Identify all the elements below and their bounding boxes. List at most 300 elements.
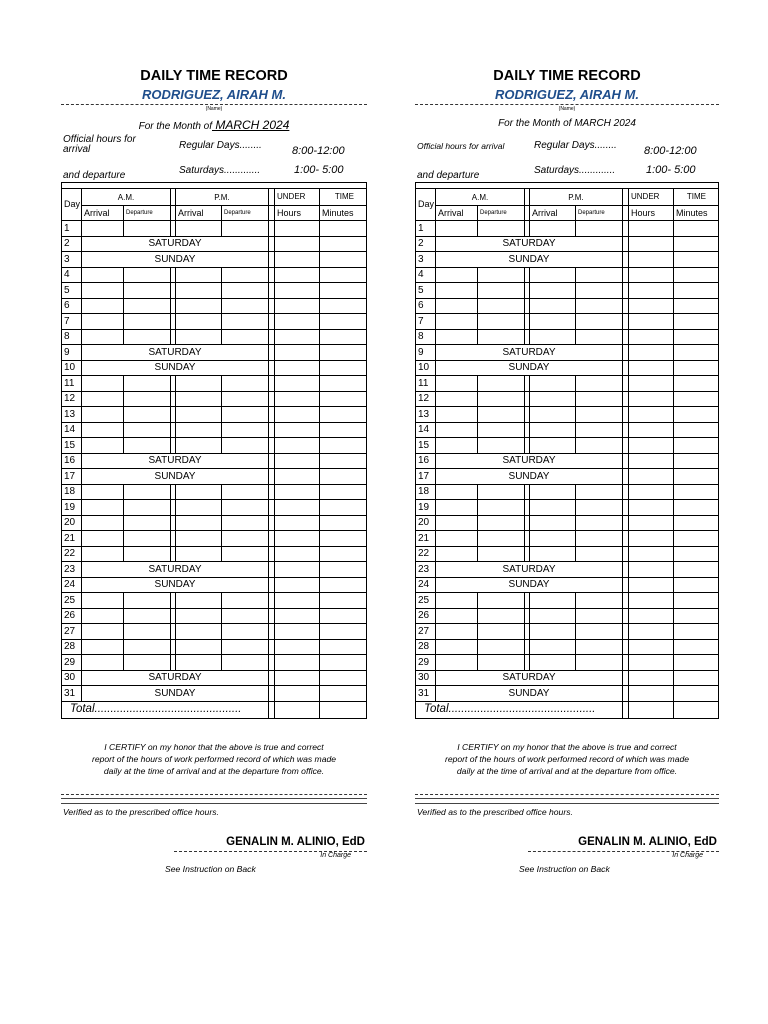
day-label: SUNDAY xyxy=(436,252,623,268)
minutes-cell xyxy=(320,500,367,516)
minutes-cell xyxy=(674,453,719,469)
day-row xyxy=(62,329,367,345)
pm-arrival-cell xyxy=(530,624,576,640)
minutes-cell xyxy=(320,670,367,686)
hours-cell xyxy=(629,500,674,516)
minutes-cell xyxy=(320,639,367,655)
pm-arrival-cell xyxy=(530,500,576,516)
pm-departure-cell xyxy=(222,515,269,531)
pm-departure-cell xyxy=(222,531,269,547)
hours-cell xyxy=(629,267,674,283)
minutes-cell xyxy=(320,577,367,593)
day-number: 8 xyxy=(62,329,82,345)
am-departure-cell xyxy=(124,298,171,314)
pm-departure-cell xyxy=(222,283,269,299)
hours-cell xyxy=(629,298,674,314)
day-label: SATURDAY xyxy=(436,345,623,361)
am-departure-header: Departure xyxy=(478,206,525,221)
hours-cell xyxy=(629,670,674,686)
day-number: 7 xyxy=(62,314,82,330)
hours-cell xyxy=(275,298,320,314)
saturdays-value: 1:00- 5:00 xyxy=(294,164,344,176)
pm-departure-cell xyxy=(222,422,269,438)
day-number: 30 xyxy=(62,670,82,686)
officer-name: GENALIN M. ALINIO, EdD xyxy=(226,836,365,848)
am-arrival-cell xyxy=(82,515,124,531)
hours-cell xyxy=(275,546,320,562)
am-departure-cell xyxy=(124,500,171,516)
minutes-cell xyxy=(320,391,367,407)
regular-days-label: Regular Days........ xyxy=(179,140,262,151)
hours-cell xyxy=(629,562,674,578)
hours-cell xyxy=(275,283,320,299)
pm-departure-cell xyxy=(576,407,623,423)
hours-cell xyxy=(629,453,674,469)
pm-departure-cell xyxy=(576,329,623,345)
total-hours-cell xyxy=(275,701,320,718)
day-number: 8 xyxy=(416,329,436,345)
day-number: 2 xyxy=(416,236,436,252)
minutes-cell xyxy=(674,283,719,299)
pm-arrival-cell xyxy=(176,221,222,237)
undertime-header-under: UNDER xyxy=(275,189,320,206)
hours-cell xyxy=(275,484,320,500)
hours-cell xyxy=(629,515,674,531)
minutes-cell xyxy=(320,267,367,283)
total-hours-cell xyxy=(629,701,674,718)
pm-arrival-cell xyxy=(530,484,576,500)
pm-departure-cell xyxy=(222,484,269,500)
undertime-header-time: TIME xyxy=(674,189,719,206)
am-arrival-cell xyxy=(82,314,124,330)
am-departure-cell xyxy=(478,639,525,655)
hours-cell xyxy=(629,376,674,392)
day-row xyxy=(62,453,367,469)
hours-cell xyxy=(275,391,320,407)
day-row xyxy=(416,283,719,299)
hours-cell xyxy=(275,438,320,454)
hours-cell xyxy=(629,345,674,361)
day-number: 27 xyxy=(62,624,82,640)
day-number: 4 xyxy=(62,267,82,283)
am-arrival-cell xyxy=(436,376,478,392)
minutes-cell xyxy=(674,236,719,252)
am-arrival-cell xyxy=(436,221,478,237)
am-departure-cell xyxy=(124,422,171,438)
day-number: 19 xyxy=(416,500,436,516)
signature-double-line xyxy=(415,798,719,804)
hours-cell xyxy=(275,453,320,469)
day-number: 16 xyxy=(62,453,82,469)
am-departure-cell xyxy=(124,655,171,671)
pm-departure-cell xyxy=(222,376,269,392)
hours-header: Hours xyxy=(275,206,320,221)
minutes-cell xyxy=(674,670,719,686)
day-row xyxy=(62,546,367,562)
hours-cell xyxy=(629,438,674,454)
am-arrival-cell xyxy=(82,329,124,345)
minutes-cell xyxy=(320,515,367,531)
pm-departure-cell xyxy=(576,639,623,655)
pm-arrival-cell xyxy=(530,515,576,531)
day-row xyxy=(62,407,367,423)
dtr-title: DAILY TIME RECORD xyxy=(493,68,641,84)
hours-cell xyxy=(275,469,320,485)
am-departure-cell xyxy=(124,283,171,299)
pm-arrival-cell xyxy=(176,283,222,299)
verified-text: Verified as to the prescribed office hours. xyxy=(417,807,573,817)
saturdays-value: 1:00- 5:00 xyxy=(646,164,696,176)
am-arrival-cell xyxy=(82,283,124,299)
day-label: SATURDAY xyxy=(436,562,623,578)
pm-arrival-header: Arrival xyxy=(176,206,222,221)
minutes-cell xyxy=(320,345,367,361)
day-row xyxy=(416,221,719,237)
minutes-cell xyxy=(674,314,719,330)
month-line xyxy=(415,118,719,129)
hours-cell xyxy=(275,329,320,345)
certify-line: daily at the time of arrival and at the departure from office. xyxy=(103,766,325,776)
pm-departure-cell xyxy=(222,298,269,314)
day-row xyxy=(62,221,367,237)
pm-departure-cell xyxy=(222,639,269,655)
pm-arrival-cell xyxy=(530,407,576,423)
day-row xyxy=(416,453,719,469)
total-minutes-cell xyxy=(320,701,367,718)
am-arrival-cell xyxy=(436,283,478,299)
am-departure-cell xyxy=(478,407,525,423)
day-row xyxy=(62,469,367,485)
hours-cell xyxy=(275,531,320,547)
am-departure-cell xyxy=(124,391,171,407)
hours-cell xyxy=(629,283,674,299)
hours-cell xyxy=(629,407,674,423)
minutes-cell xyxy=(674,608,719,624)
regular-days-value: 8:00-12:00 xyxy=(644,145,697,157)
day-number: 6 xyxy=(416,298,436,314)
day-label: SATURDAY xyxy=(82,670,269,686)
minutes-cell xyxy=(320,329,367,345)
day-row xyxy=(416,360,719,376)
undertime-header-under: UNDER xyxy=(629,189,674,206)
pm-arrival-cell xyxy=(530,267,576,283)
minutes-cell xyxy=(320,686,367,702)
am-departure-cell xyxy=(124,484,171,500)
pm-departure-cell xyxy=(576,314,623,330)
hours-cell xyxy=(275,267,320,283)
minutes-cell xyxy=(674,422,719,438)
hours-cell xyxy=(275,252,320,268)
pm-departure-cell xyxy=(222,438,269,454)
day-row xyxy=(416,438,719,454)
minutes-cell xyxy=(320,655,367,671)
pm-departure-cell xyxy=(222,221,269,237)
hours-cell xyxy=(629,546,674,562)
pm-arrival-cell xyxy=(530,593,576,609)
dtr-card-right xyxy=(415,0,719,1024)
day-header: Day xyxy=(416,189,436,221)
day-row xyxy=(416,608,719,624)
day-number: 20 xyxy=(416,515,436,531)
total-label: Total.............................................. xyxy=(62,701,269,718)
am-arrival-cell xyxy=(82,624,124,640)
day-row xyxy=(416,484,719,500)
am-departure-cell xyxy=(478,422,525,438)
am-header: A.M. xyxy=(436,189,525,206)
hours-cell xyxy=(275,236,320,252)
day-row xyxy=(416,345,719,361)
pm-departure-cell xyxy=(576,515,623,531)
month-value: MARCH 2024 xyxy=(571,118,636,129)
am-departure-cell xyxy=(124,531,171,547)
pm-arrival-header: Arrival xyxy=(530,206,576,221)
minutes-cell xyxy=(674,515,719,531)
day-number: 28 xyxy=(416,639,436,655)
am-arrival-cell xyxy=(82,484,124,500)
minutes-cell xyxy=(320,469,367,485)
pm-arrival-cell xyxy=(530,422,576,438)
am-departure-cell xyxy=(124,546,171,562)
pm-departure-cell xyxy=(222,608,269,624)
hours-cell xyxy=(275,670,320,686)
day-number: 1 xyxy=(416,221,436,237)
day-row xyxy=(62,376,367,392)
day-row xyxy=(62,639,367,655)
am-arrival-cell xyxy=(436,438,478,454)
am-arrival-cell xyxy=(436,391,478,407)
am-departure-cell xyxy=(478,283,525,299)
am-departure-cell xyxy=(478,624,525,640)
official-hours-departure: and departure xyxy=(63,170,126,181)
hours-cell xyxy=(275,577,320,593)
dtr-title: DAILY TIME RECORD xyxy=(140,68,288,84)
minutes-cell xyxy=(674,639,719,655)
pm-arrival-cell xyxy=(530,546,576,562)
day-number: 27 xyxy=(416,624,436,640)
day-number: 31 xyxy=(416,686,436,702)
hours-cell xyxy=(275,360,320,376)
day-number: 2 xyxy=(62,236,82,252)
pm-arrival-cell xyxy=(530,376,576,392)
am-arrival-cell xyxy=(436,484,478,500)
am-departure-cell xyxy=(124,593,171,609)
minutes-cell xyxy=(320,546,367,562)
hours-cell xyxy=(629,686,674,702)
hours-cell xyxy=(629,639,674,655)
am-departure-cell xyxy=(478,438,525,454)
am-arrival-cell xyxy=(436,500,478,516)
pm-arrival-cell xyxy=(530,608,576,624)
pm-arrival-cell xyxy=(176,407,222,423)
day-number: 21 xyxy=(416,531,436,547)
am-departure-cell xyxy=(478,376,525,392)
see-instruction: See Instruction on Back xyxy=(165,864,256,874)
day-row xyxy=(62,298,367,314)
day-label: SUNDAY xyxy=(82,469,269,485)
day-number: 12 xyxy=(62,391,82,407)
am-arrival-cell xyxy=(82,531,124,547)
employee-name: RODRIGUEZ, AIRAH M. xyxy=(142,87,286,102)
am-arrival-cell xyxy=(436,639,478,655)
am-departure-cell xyxy=(478,546,525,562)
day-number: 11 xyxy=(416,376,436,392)
day-header: Day xyxy=(62,189,82,221)
day-row xyxy=(62,252,367,268)
am-arrival-cell xyxy=(82,639,124,655)
pm-arrival-cell xyxy=(176,593,222,609)
day-number: 7 xyxy=(416,314,436,330)
am-departure-cell xyxy=(478,391,525,407)
certify-line: report of the hours of work performed record of which was made xyxy=(444,754,690,764)
day-number: 22 xyxy=(62,546,82,562)
am-arrival-cell xyxy=(436,515,478,531)
day-row xyxy=(62,608,367,624)
certify-line: daily at the time of arrival and at the departure from office. xyxy=(456,766,678,776)
day-label: SUNDAY xyxy=(82,360,269,376)
minutes-cell xyxy=(320,283,367,299)
am-arrival-cell xyxy=(436,267,478,283)
certify-statement xyxy=(61,741,367,777)
day-row xyxy=(62,593,367,609)
day-row xyxy=(416,267,719,283)
am-departure-cell xyxy=(124,608,171,624)
minutes-cell xyxy=(674,562,719,578)
pm-departure-cell xyxy=(222,546,269,562)
hours-cell xyxy=(629,221,674,237)
am-departure-cell xyxy=(124,515,171,531)
day-number: 14 xyxy=(416,422,436,438)
minutes-cell xyxy=(674,546,719,562)
am-arrival-cell xyxy=(436,593,478,609)
pm-departure-cell xyxy=(576,593,623,609)
name-caption: (Name) xyxy=(205,106,223,112)
day-number: 5 xyxy=(416,283,436,299)
day-row xyxy=(416,469,719,485)
minutes-cell xyxy=(674,577,719,593)
am-arrival-cell xyxy=(82,500,124,516)
day-row xyxy=(416,577,719,593)
day-number: 13 xyxy=(62,407,82,423)
minutes-cell xyxy=(320,236,367,252)
pm-arrival-cell xyxy=(176,391,222,407)
minutes-header: Minutes xyxy=(674,206,719,221)
minutes-cell xyxy=(674,252,719,268)
total-row xyxy=(416,701,719,718)
pm-departure-cell xyxy=(222,593,269,609)
day-row xyxy=(62,438,367,454)
day-row xyxy=(416,562,719,578)
day-label: SATURDAY xyxy=(82,345,269,361)
minutes-cell xyxy=(674,329,719,345)
minutes-cell xyxy=(674,345,719,361)
day-number: 29 xyxy=(416,655,436,671)
day-row xyxy=(416,252,719,268)
day-number: 10 xyxy=(62,360,82,376)
pm-departure-cell xyxy=(576,376,623,392)
month-prefix: For the Month of xyxy=(138,121,212,132)
day-row xyxy=(416,236,719,252)
am-arrival-header: Arrival xyxy=(436,206,478,221)
minutes-cell xyxy=(674,438,719,454)
pm-departure-cell xyxy=(222,655,269,671)
day-row xyxy=(416,624,719,640)
saturdays-label: Saturdays............. xyxy=(179,165,261,176)
official-hours-departure: and departure xyxy=(417,170,480,181)
pm-arrival-cell xyxy=(530,298,576,314)
am-departure-cell xyxy=(478,593,525,609)
hours-cell xyxy=(275,422,320,438)
verified-text: Verified as to the prescribed office hours. xyxy=(63,807,219,817)
day-number: 29 xyxy=(62,655,82,671)
pm-departure-cell xyxy=(576,298,623,314)
minutes-cell xyxy=(674,407,719,423)
pm-departure-cell xyxy=(222,407,269,423)
day-row xyxy=(62,484,367,500)
table-header-row xyxy=(416,189,719,206)
pm-departure-cell xyxy=(222,267,269,283)
minutes-cell xyxy=(674,500,719,516)
day-row xyxy=(62,500,367,516)
hours-cell xyxy=(629,391,674,407)
day-number: 25 xyxy=(62,593,82,609)
minutes-cell xyxy=(674,391,719,407)
pm-arrival-cell xyxy=(530,438,576,454)
am-arrival-header: Arrival xyxy=(82,206,124,221)
am-departure-cell xyxy=(124,267,171,283)
hours-cell xyxy=(629,577,674,593)
hours-cell xyxy=(629,531,674,547)
pm-arrival-cell xyxy=(530,639,576,655)
day-row xyxy=(62,314,367,330)
officer-caption: In Charge xyxy=(672,852,703,859)
minutes-cell xyxy=(674,655,719,671)
minutes-cell xyxy=(674,686,719,702)
pm-departure-header: Departure xyxy=(222,206,269,221)
am-departure-cell xyxy=(478,314,525,330)
month-line xyxy=(61,118,367,132)
minutes-cell xyxy=(320,593,367,609)
day-number: 3 xyxy=(62,252,82,268)
day-row xyxy=(62,562,367,578)
pm-arrival-cell xyxy=(176,515,222,531)
minutes-cell xyxy=(320,531,367,547)
day-number: 31 xyxy=(62,686,82,702)
day-label: SATURDAY xyxy=(82,236,269,252)
hours-cell xyxy=(629,469,674,485)
hours-cell xyxy=(275,562,320,578)
minutes-cell xyxy=(320,376,367,392)
pm-departure-cell xyxy=(576,608,623,624)
day-number: 1 xyxy=(62,221,82,237)
am-departure-cell xyxy=(124,639,171,655)
pm-arrival-cell xyxy=(176,500,222,516)
day-label: SATURDAY xyxy=(436,453,623,469)
am-departure-cell xyxy=(478,608,525,624)
day-row xyxy=(416,531,719,547)
pm-header: P.M. xyxy=(530,189,623,206)
minutes-cell xyxy=(674,221,719,237)
hours-cell xyxy=(629,608,674,624)
day-row xyxy=(416,314,719,330)
pm-departure-cell xyxy=(576,531,623,547)
officer-caption: In Charge xyxy=(320,852,351,859)
employee-name: RODRIGUEZ, AIRAH M. xyxy=(495,87,639,102)
day-row xyxy=(62,267,367,283)
day-number: 24 xyxy=(62,577,82,593)
day-number: 17 xyxy=(416,469,436,485)
pm-departure-cell xyxy=(576,546,623,562)
hours-cell xyxy=(629,314,674,330)
